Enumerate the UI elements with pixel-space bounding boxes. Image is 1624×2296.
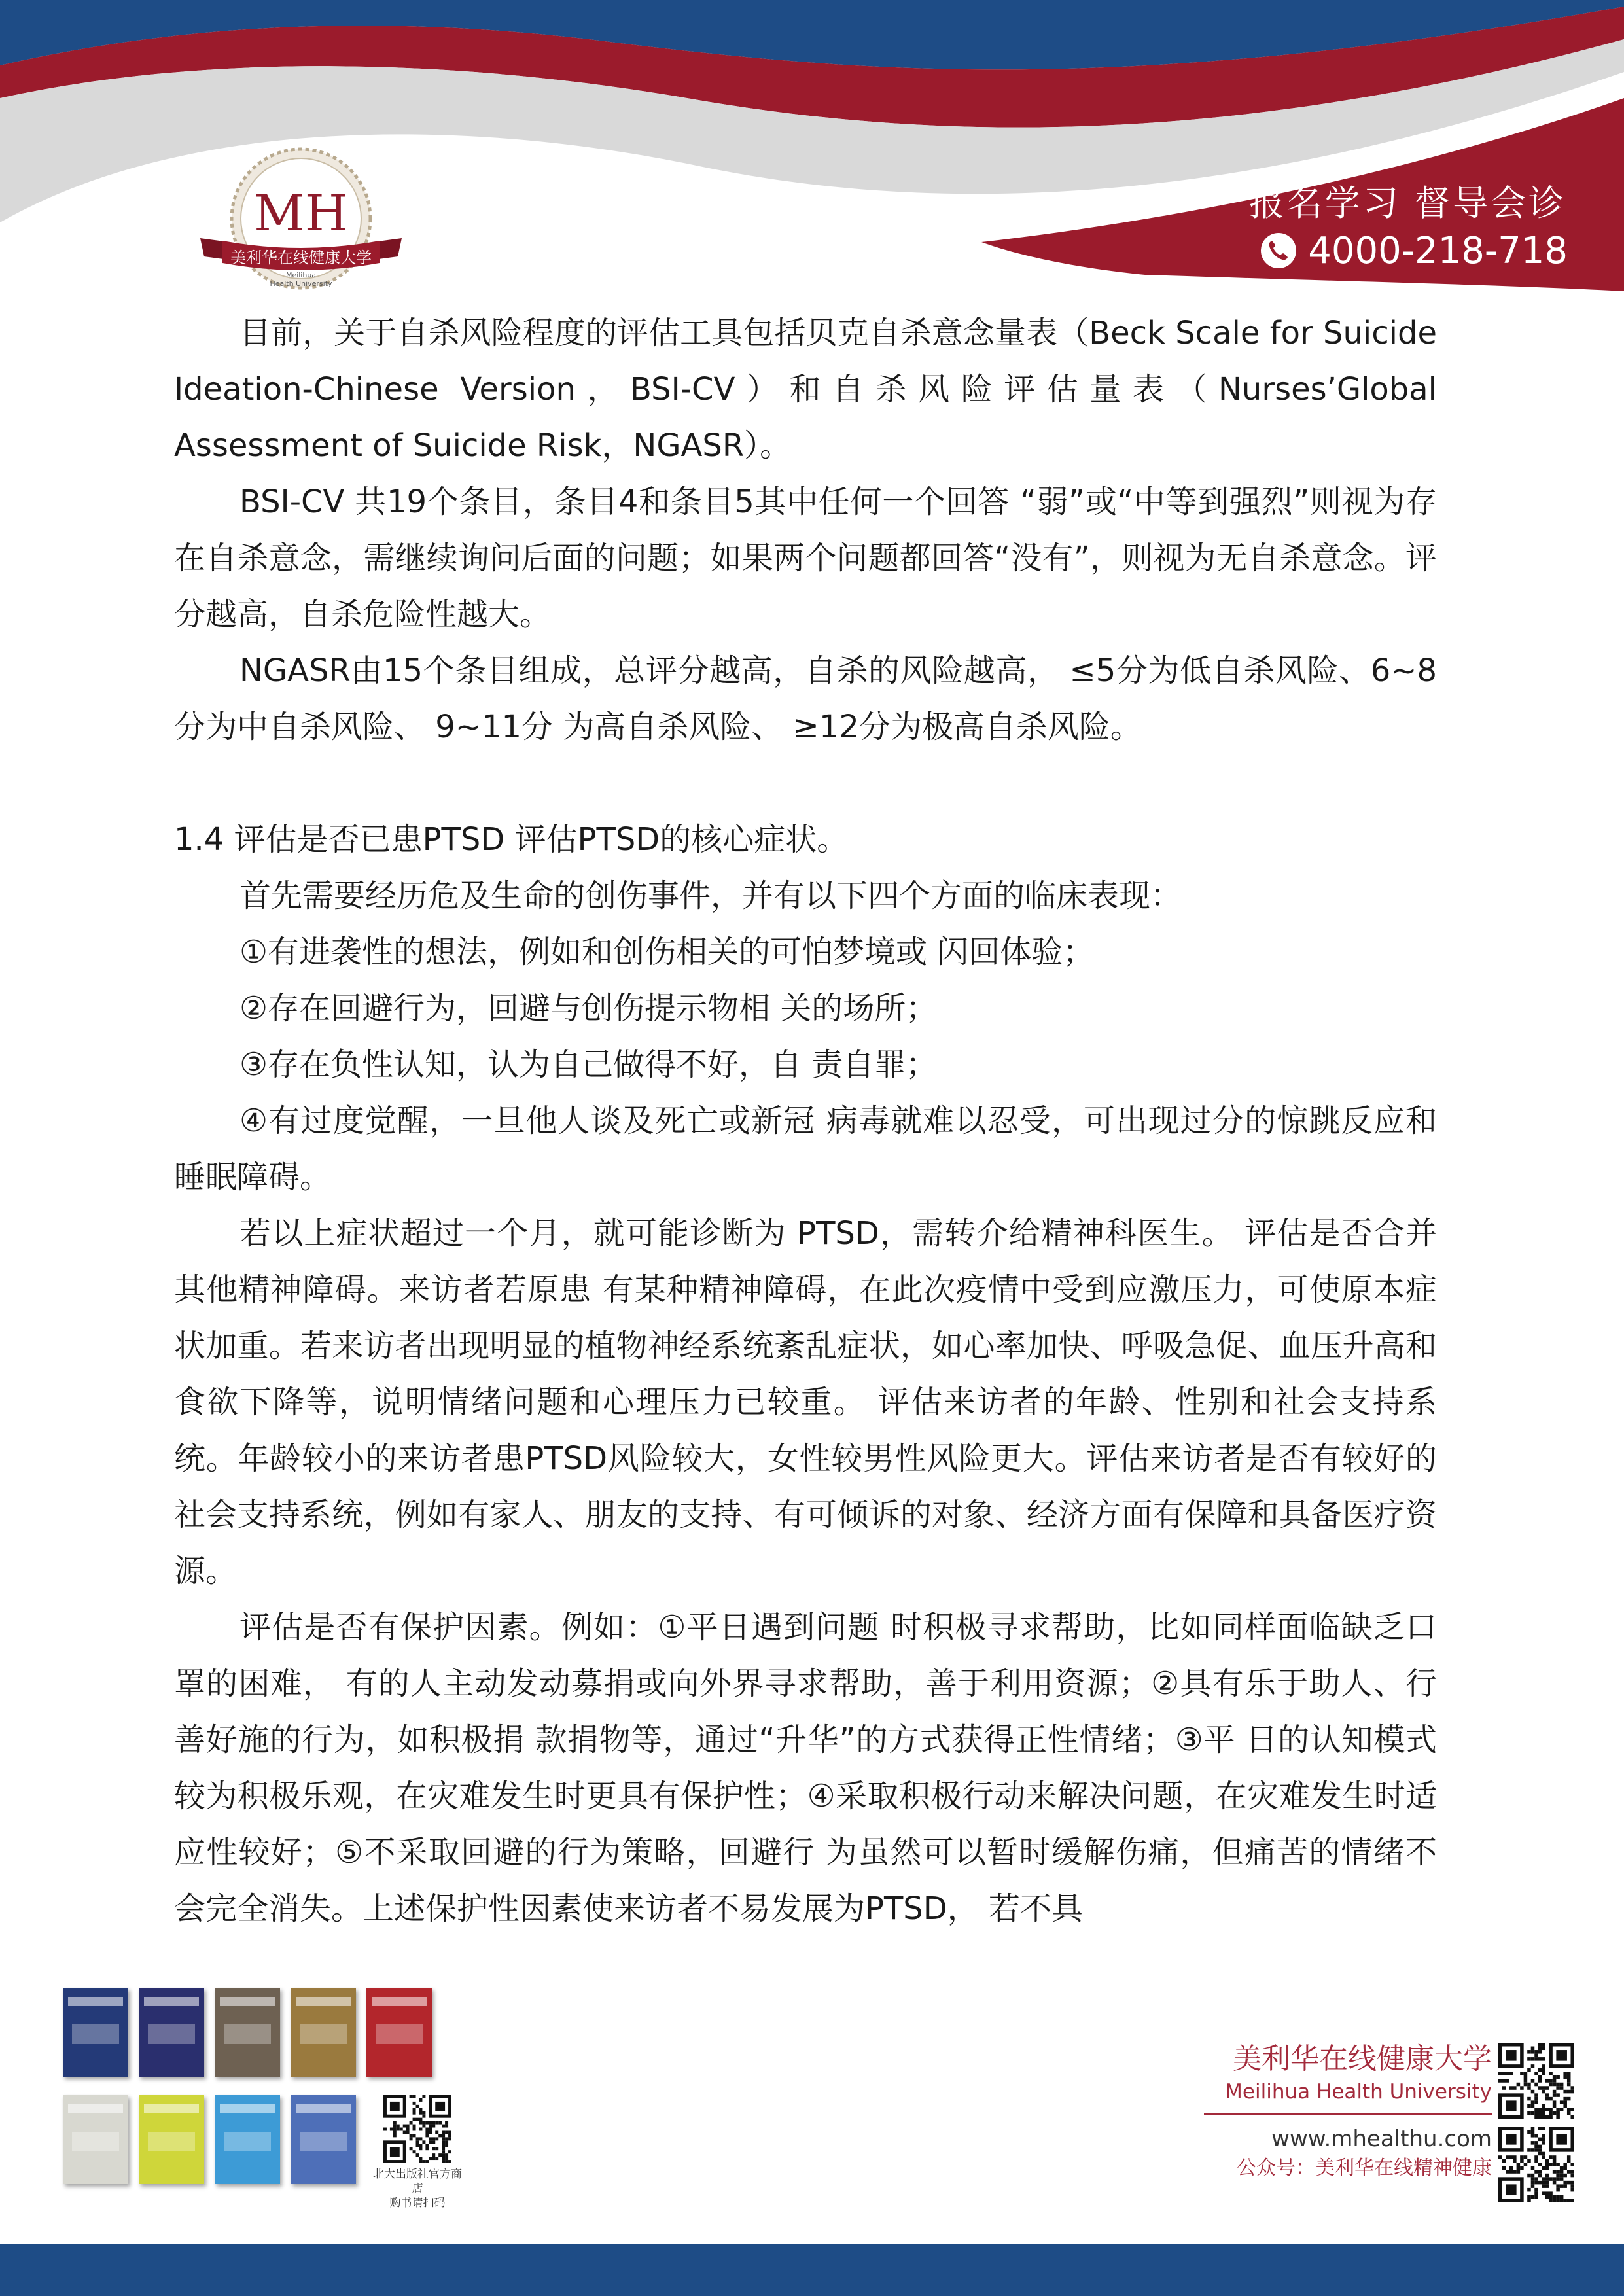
divider <box>1204 2113 1492 2115</box>
list-item-symptom-3: ③存在负性认知，认为自己做得不好，自 责自罪； <box>239 1046 938 1083</box>
university-logo <box>196 145 419 296</box>
list-item-symptom-1: ①有进袭性的想法，例如和创伤相关的可怕梦境或 闪回体验； <box>239 934 1095 970</box>
book-cover <box>366 1988 432 2077</box>
store-qr-code-icon[interactable] <box>383 2095 451 2163</box>
book-cover <box>139 2095 204 2184</box>
book-cover <box>291 2095 356 2184</box>
store-caption-line2: 购书请扫码 <box>389 2197 446 2210</box>
university-contact <box>1204 2040 1492 2183</box>
hotline-number: 4000-218-718 <box>1308 229 1568 272</box>
university-name-en: Meilihua Health University <box>1225 2080 1492 2104</box>
list-item-symptom-2: ②存在回避行为，回避与创伤提示物相 关的场所； <box>239 990 938 1027</box>
book-cover <box>139 1988 204 2077</box>
logo-monogram: MH <box>253 184 349 242</box>
website-link[interactable]: www.mhealthu.com <box>1271 2126 1492 2152</box>
logo-name-en-1: Meilihua <box>285 271 317 279</box>
qr-code-icon[interactable] <box>1498 2043 1574 2119</box>
phone-icon <box>1260 232 1297 270</box>
wechat-qr-code-icon[interactable] <box>1498 2127 1574 2202</box>
logo-name-en-2: Health University <box>270 279 332 288</box>
book-cover <box>291 1988 356 2077</box>
article-body <box>174 305 1437 1937</box>
paragraph-protective-factors: 评估是否有保护因素。例如：①平日遇到问题 时积极寻求帮助，比如同样面临缺乏口罩的困难， 有的人主动发动募捐或向外界寻求帮助，善于利用资源；②具有乐于助人、行善好施的行为，如积极捐 款捐物等，通过“升华”的方式获得正性情绪；③平 日的认知模式较为积极乐观，在灾难发生时更具有保护性；④采取积极行动来解决问题，在灾难发生时适应性较好；⑤不采取回避的行为策略，回避行 为虽然可以暂时缓解伤痛，但痛苦的情绪不会完全消失。上述保护性因素使来访者不易发展为PTSD， 若不具 <box>174 1609 1437 1927</box>
section-heading-1-4: 1.4 评估是否已患PTSD 评估PTSD的核心症状。 <box>174 821 849 858</box>
book-cover <box>63 1988 128 2077</box>
paragraph-ptsd-intro: 首先需要经历危及生命的创伤事件，并有以下四个方面的临床表现： <box>239 877 1182 914</box>
book-cover <box>215 1988 280 2077</box>
paragraph-ngasr: NGASR由15个条目组成，总评分越高，自杀的风险越高， ≤5分为低自杀风险、6~8分为中自杀风险、 9~11分 为高自杀风险、 ≥12分为极高自杀风险。 <box>174 652 1437 745</box>
book-cover <box>215 2095 280 2184</box>
paragraph-bsi-cv: BSI-CV 共19个条目，条目4和条目5其中任何一个回答 “弱”或“中等到强烈”则视为存在自杀意念，需继续询问后面的问题；如果两个问题都回答“没有”，则视为无自杀意念。评分越高，自杀危险性越大。 <box>174 484 1437 633</box>
paragraph-assessment-tools: 目前，关于自杀风险程度的评估工具包括贝克自杀意念量表（Beck Scale for Suicide Ideation-Chinese Version，BSI-CV）和自杀风险评估量表（Nurses’Global Assessment of Suicide Risk，NGASR）。 <box>174 315 1437 464</box>
university-name-cn: 美利华在线健康大学 <box>1233 2042 1492 2075</box>
footer-bar <box>0 2244 1624 2296</box>
book-covers <box>63 1983 468 2210</box>
hotline <box>1260 228 1568 274</box>
header-slogan: 报名学习 督导会诊 <box>1248 183 1566 224</box>
paragraph-diagnosis: 若以上症状超过一个月，就可能诊断为 PTSD，需转介给精神科医生。 评估是否合并其他精神障碍。来访者若原患 有某种精神障碍，在此次疫情中受到应激压力，可使原本症状加重。若来访者出现明显的植物神经系统紊乱症状，如心率加快、呼吸急促、血压升高和食欲下降等，说明情绪问题和心理压力已较重。 评估来访者的年龄、性别和社会支持系统。年龄较小的来访者患PTSD风险较大，女性较男性风险更大。评估来访者是否有较好的社会支持系统，例如有家人、朋友的支持、有可倾诉的对象、经济方面有保障和具备医疗资源。 <box>174 1215 1437 1589</box>
book-cover <box>63 2095 128 2184</box>
logo-name-cn: 美利华在线健康大学 <box>230 249 372 267</box>
list-item-symptom-4: ④有过度觉醒，一旦他人谈及死亡或新冠 病毒就难以忍受，可出现过分的惊跳反应和睡眠障碍。 <box>174 1103 1437 1195</box>
store-caption-line1: 北大出版社官方商店 <box>373 2168 462 2195</box>
wechat-account: 公众号：美利华在线精神健康 <box>1237 2157 1492 2180</box>
store-caption <box>370 2167 465 2210</box>
